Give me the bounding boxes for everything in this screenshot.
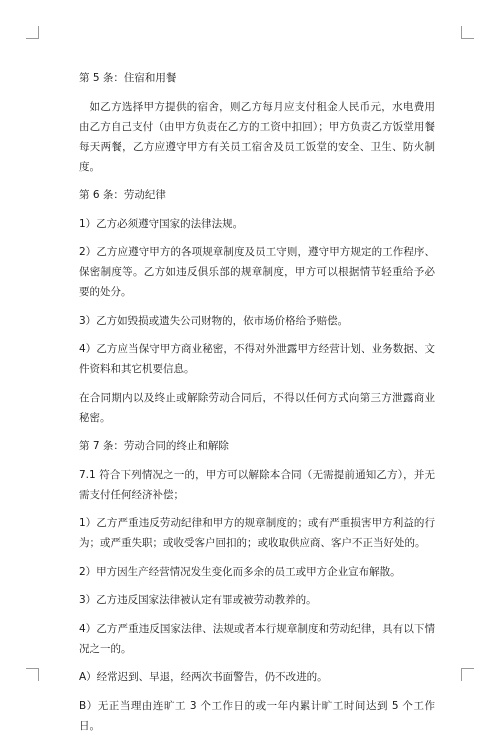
article-6-item-4: 4）乙方应当保守甲方商业秘密，不得对外泄露甲方经营计划、业务数据、文件资料和其它机要信息。 bbox=[79, 343, 435, 375]
article-5-heading: 第 5 条：住宿和用餐 bbox=[79, 72, 177, 84]
article-7-heading: 第 7 条：劳动合同的终止和解除 bbox=[79, 440, 229, 452]
crop-mark-bottom-right bbox=[461, 668, 474, 681]
article-6-item-1: 1）乙方必须遵守国家的法律法规。 bbox=[79, 217, 244, 230]
article-7-1-item-2: 2）甲方因生产经营情况发生变化而多余的员工或甲方企业宣布解散。 bbox=[79, 565, 401, 578]
article-6-heading: 第 6 条：劳动纪律 bbox=[79, 189, 166, 201]
article-7-1-item-3: 3）乙方违反国家法律被认定有罪或被劳动教养的。 bbox=[79, 594, 317, 606]
article-6-confidential: 在合同期内以及终止或解除劳动合同后，不得以任何方式向第三方泄露商业秘密。 bbox=[79, 391, 435, 424]
article-5-body: 如乙方选择甲方提供的宿舍，则乙方每月应支付租金人民币元，水电费用由乙方自己支付（由甲方负责在乙方的工资中扣回）；甲方负责乙方饭堂用餐每天两餐，乙方应遵守甲方有关员工宿舍及员工饭堂的安全、卫生、防火制度。 bbox=[79, 100, 435, 173]
article-7-1-item-b: B）无正当理由连旷工 3 个工作日的或一年内累计旷工时间达到 5 个工作日。 bbox=[79, 699, 435, 732]
article-6-item-2: 2）乙方应遵守甲方的各项规章制度及员工守则，遵守甲方规定的工作程序、保密制度等。乙方如违反俱乐部的规章制度，甲方可以根据情节轻重给予必要的处分。 bbox=[79, 246, 435, 298]
crop-mark-bottom-left bbox=[26, 668, 39, 681]
article-6-item-3: 3）乙方如毁损或遗失公司财物的，依市场价格给予赔偿。 bbox=[79, 314, 349, 327]
article-7-1-item-4: 4）乙方严重违反国家法律、法规或者本行规章制度和劳动纪律，具有以下情况之一的。 bbox=[79, 622, 435, 655]
crop-mark-top-left bbox=[26, 26, 39, 39]
crop-mark-top-right bbox=[461, 26, 474, 39]
document-body bbox=[79, 68, 435, 744]
article-7-1-item-a: A）经常迟到、早退，经两次书面警告，仍不改进的。 bbox=[79, 671, 328, 683]
article-7-1-item-1: 1）乙方严重违反劳动纪律和甲方的规章制度的；或有严重损害甲方利益的行为；或严重失职；或收受客户回扣的；或收取供应商、客户不正当好处的。 bbox=[79, 517, 435, 549]
article-7-1: 7.1 符合下列情况之一的，甲方可以解除本合同（无需提前通知乙方），并无需支付任何经济补偿； bbox=[79, 468, 435, 501]
